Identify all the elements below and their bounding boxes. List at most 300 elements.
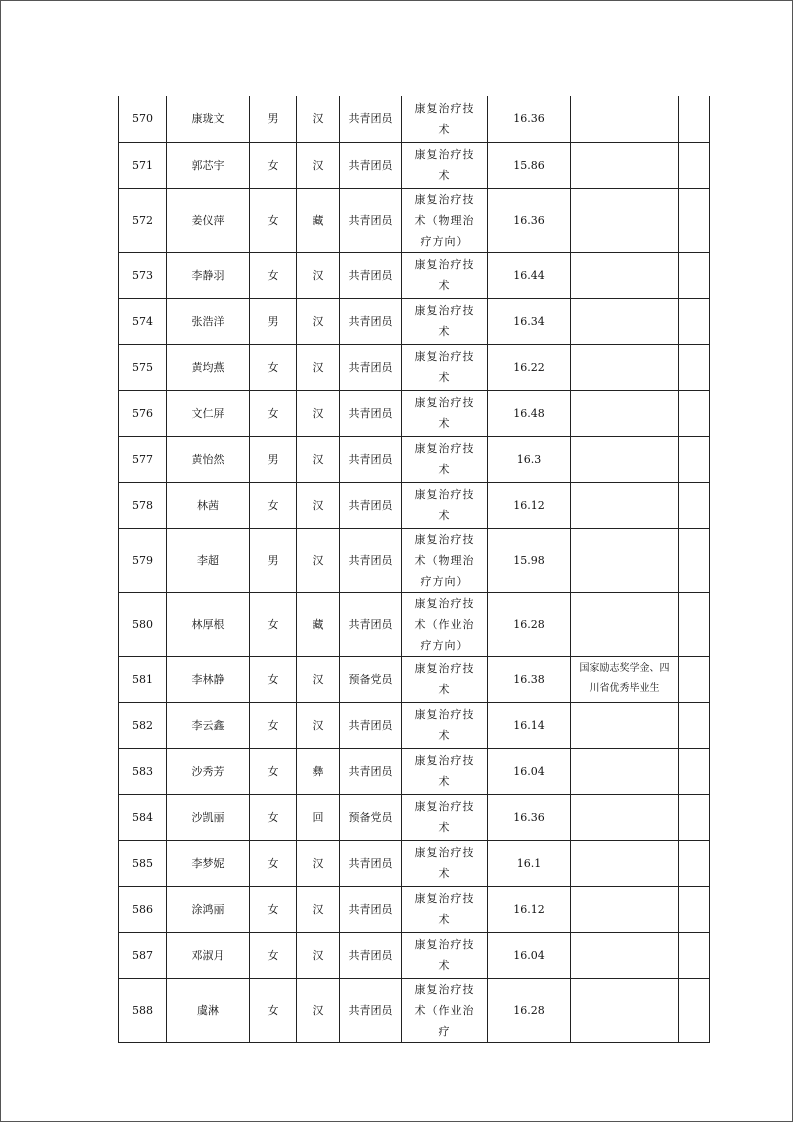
table-row <box>119 592 710 656</box>
table-row <box>119 702 710 748</box>
student-name-text: 黄均燕 <box>191 360 225 374</box>
table-row <box>119 794 710 840</box>
student-name-cell <box>167 96 250 142</box>
student-name-text: 李超 <box>197 553 219 567</box>
student-name-text: 姜仪萍 <box>191 213 225 227</box>
ethnicity-text: 汉 <box>312 553 324 567</box>
political-status-text: 共青团员 <box>348 268 393 282</box>
row-number-text: 583 <box>132 764 153 778</box>
score-cell <box>488 142 571 188</box>
gender-text: 女 <box>267 158 279 172</box>
score-text: 16.12 <box>513 498 545 512</box>
political-status-cell <box>340 436 402 482</box>
row-number-cell <box>119 482 167 528</box>
student-name-text: 郭芯宇 <box>191 158 225 172</box>
table-row <box>119 390 710 436</box>
remarks-cell <box>679 978 710 1042</box>
table-row <box>119 96 710 142</box>
remarks-cell <box>679 528 710 592</box>
political-status-cell <box>340 390 402 436</box>
honors-cell <box>571 794 679 840</box>
row-number-text: 576 <box>132 406 153 420</box>
score-text: 16.14 <box>513 718 545 732</box>
student-name-cell <box>167 794 250 840</box>
score-cell <box>488 252 571 298</box>
political-status-cell <box>340 142 402 188</box>
student-name-text: 涂鸿丽 <box>191 902 225 916</box>
ethnicity-text: 汉 <box>312 498 324 512</box>
table-row <box>119 528 710 592</box>
major-text: 康复治疗技术（物理治疗方向） <box>414 192 475 248</box>
score-text: 16.1 <box>516 856 542 870</box>
major-cell <box>402 528 488 592</box>
row-number-text: 570 <box>132 112 153 126</box>
major-text: 康复治疗技术 <box>414 754 475 788</box>
student-name-cell <box>167 252 250 298</box>
table-row <box>119 436 710 482</box>
political-status-cell <box>340 528 402 592</box>
remarks-cell <box>679 840 710 886</box>
student-name-cell <box>167 390 250 436</box>
remarks-cell <box>679 390 710 436</box>
student-name-cell <box>167 932 250 978</box>
ethnicity-text: 汉 <box>312 856 324 870</box>
gender-cell <box>250 794 297 840</box>
student-name-text: 沙凯丽 <box>191 810 225 824</box>
honors-cell <box>571 656 679 702</box>
row-number-cell <box>119 978 167 1042</box>
gender-cell <box>250 932 297 978</box>
student-name-text: 邓淑月 <box>191 948 225 962</box>
gender-text: 男 <box>267 314 279 328</box>
row-number-cell <box>119 592 167 656</box>
row-number-cell <box>119 748 167 794</box>
major-cell <box>402 344 488 390</box>
gender-cell <box>250 482 297 528</box>
remarks-cell <box>679 188 710 252</box>
row-number-cell <box>119 188 167 252</box>
table-row <box>119 932 710 978</box>
gender-cell <box>250 252 297 298</box>
student-name-text: 张浩洋 <box>191 314 225 328</box>
ethnicity-cell <box>297 482 340 528</box>
student-name-cell <box>167 528 250 592</box>
table-row <box>119 142 710 188</box>
ethnicity-cell <box>297 794 340 840</box>
score-text: 15.98 <box>513 553 545 567</box>
row-number-cell <box>119 886 167 932</box>
honors-cell <box>571 482 679 528</box>
major-text: 康复治疗技术 <box>414 148 475 182</box>
row-number-cell <box>119 252 167 298</box>
honors-cell <box>571 188 679 252</box>
score-text: 16.04 <box>513 948 545 962</box>
score-cell <box>488 886 571 932</box>
major-text: 康复治疗技术 <box>414 708 475 742</box>
major-text: 康复治疗技术（作业治疗方向） <box>414 596 475 652</box>
political-status-text: 共青团员 <box>348 213 393 227</box>
honors-cell <box>571 298 679 344</box>
gender-text: 女 <box>267 902 279 916</box>
major-text: 康复治疗技术（作业治疗 <box>414 982 475 1038</box>
honors-cell <box>571 840 679 886</box>
score-text: 16.36 <box>513 112 545 126</box>
honors-cell <box>571 592 679 656</box>
honors-cell <box>571 528 679 592</box>
major-text: 康复治疗技术 <box>414 892 475 926</box>
major-cell <box>402 932 488 978</box>
remarks-cell <box>679 886 710 932</box>
honors-cell <box>571 390 679 436</box>
major-text: 康复治疗技术 <box>414 101 475 136</box>
table-row <box>119 298 710 344</box>
gender-text: 女 <box>267 948 279 962</box>
row-number-cell <box>119 656 167 702</box>
major-text: 康复治疗技术 <box>414 938 475 972</box>
row-number-text: 574 <box>132 314 153 328</box>
ethnicity-cell <box>297 528 340 592</box>
gender-text: 女 <box>267 360 279 374</box>
score-text: 16.28 <box>513 617 545 631</box>
remarks-cell <box>679 656 710 702</box>
table-row <box>119 656 710 702</box>
score-cell <box>488 932 571 978</box>
student-name-text: 林厚根 <box>191 617 225 631</box>
student-name-cell <box>167 592 250 656</box>
political-status-cell <box>340 344 402 390</box>
political-status-text: 共青团员 <box>348 764 393 778</box>
ethnicity-text: 回 <box>312 810 324 824</box>
score-cell <box>488 390 571 436</box>
score-cell <box>488 482 571 528</box>
gender-cell <box>250 656 297 702</box>
table-row <box>119 344 710 390</box>
remarks-cell <box>679 702 710 748</box>
ethnicity-text: 藏 <box>312 213 324 227</box>
political-status-cell <box>340 748 402 794</box>
score-cell <box>488 298 571 344</box>
political-status-cell <box>340 592 402 656</box>
score-cell <box>488 794 571 840</box>
score-cell <box>488 592 571 656</box>
major-cell <box>402 298 488 344</box>
gender-cell <box>250 344 297 390</box>
political-status-cell <box>340 702 402 748</box>
ethnicity-cell <box>297 748 340 794</box>
honors-cell <box>571 142 679 188</box>
political-status-text: 共青团员 <box>348 360 393 374</box>
score-text: 16.12 <box>513 902 545 916</box>
ethnicity-text: 汉 <box>312 718 324 732</box>
gender-text: 女 <box>267 856 279 870</box>
student-name-text: 李梦妮 <box>191 856 225 870</box>
score-text: 16.36 <box>513 810 545 824</box>
gender-cell <box>250 436 297 482</box>
table-row <box>119 252 710 298</box>
political-status-text: 共青团员 <box>348 902 393 916</box>
honors-cell <box>571 252 679 298</box>
student-name-text: 林茜 <box>197 498 219 512</box>
gender-text: 女 <box>267 810 279 824</box>
student-name-cell <box>167 702 250 748</box>
political-status-text: 共青团员 <box>348 406 393 420</box>
gender-cell <box>250 886 297 932</box>
row-number-text: 580 <box>132 617 153 631</box>
row-number-text: 571 <box>132 158 153 172</box>
student-name-cell <box>167 840 250 886</box>
political-status-text: 共青团员 <box>348 553 393 567</box>
score-text: 16.22 <box>513 360 545 374</box>
ethnicity-text: 汉 <box>312 112 324 126</box>
major-text: 康复治疗技术 <box>414 488 475 522</box>
gender-text: 男 <box>267 553 279 567</box>
table-row <box>119 840 710 886</box>
remarks-cell <box>679 436 710 482</box>
table-row <box>119 748 710 794</box>
political-status-text: 预备党员 <box>348 810 393 824</box>
remarks-cell <box>679 142 710 188</box>
row-number-text: 579 <box>132 553 153 567</box>
row-number-cell <box>119 794 167 840</box>
row-number-cell <box>119 932 167 978</box>
row-number-cell <box>119 298 167 344</box>
gender-text: 女 <box>267 764 279 778</box>
ethnicity-cell <box>297 298 340 344</box>
major-cell <box>402 390 488 436</box>
ethnicity-cell <box>297 702 340 748</box>
gender-cell <box>250 188 297 252</box>
ethnicity-text: 汉 <box>312 1003 324 1017</box>
remarks-cell <box>679 252 710 298</box>
table-row <box>119 886 710 932</box>
ethnicity-cell <box>297 390 340 436</box>
score-text: 16.48 <box>513 406 545 420</box>
remarks-cell <box>679 298 710 344</box>
honors-cell <box>571 702 679 748</box>
ethnicity-text: 汉 <box>312 314 324 328</box>
political-status-cell <box>340 298 402 344</box>
student-name-cell <box>167 656 250 702</box>
remarks-cell <box>679 482 710 528</box>
student-name-cell <box>167 436 250 482</box>
table-row <box>119 482 710 528</box>
ethnicity-text: 彝 <box>312 764 324 778</box>
gender-text: 女 <box>267 213 279 227</box>
major-text: 康复治疗技术 <box>414 304 475 338</box>
score-text: 16.28 <box>513 1003 545 1017</box>
honors-cell <box>571 932 679 978</box>
ethnicity-cell <box>297 142 340 188</box>
score-text: 16.04 <box>513 764 545 778</box>
political-status-text: 共青团员 <box>348 617 393 631</box>
major-cell <box>402 656 488 702</box>
political-status-text: 共青团员 <box>348 452 393 466</box>
remarks-cell <box>679 794 710 840</box>
major-text: 康复治疗技术 <box>414 846 475 880</box>
student-records-table <box>118 96 710 1043</box>
political-status-cell <box>340 252 402 298</box>
major-text: 康复治疗技术 <box>414 396 475 430</box>
political-status-text: 共青团员 <box>348 498 393 512</box>
political-status-cell <box>340 886 402 932</box>
ethnicity-text: 汉 <box>312 452 324 466</box>
row-number-text: 588 <box>132 1003 153 1017</box>
major-text: 康复治疗技术 <box>414 350 475 384</box>
gender-text: 女 <box>267 718 279 732</box>
row-number-text: 573 <box>132 268 153 282</box>
table-row <box>119 188 710 252</box>
student-name-text: 文仁屏 <box>191 406 225 420</box>
ethnicity-text: 汉 <box>312 158 324 172</box>
row-number-text: 587 <box>132 948 153 962</box>
ethnicity-text: 汉 <box>312 268 324 282</box>
major-cell <box>402 142 488 188</box>
major-text: 康复治疗技术 <box>414 662 475 696</box>
row-number-cell <box>119 840 167 886</box>
gender-cell <box>250 702 297 748</box>
major-cell <box>402 748 488 794</box>
score-cell <box>488 528 571 592</box>
row-number-text: 575 <box>132 360 153 374</box>
ethnicity-cell <box>297 344 340 390</box>
ethnicity-cell <box>297 886 340 932</box>
political-status-text: 共青团员 <box>348 718 393 732</box>
score-cell <box>488 978 571 1042</box>
score-text: 16.36 <box>513 213 545 227</box>
ethnicity-cell <box>297 932 340 978</box>
student-name-text: 康珑文 <box>191 112 225 126</box>
student-name-cell <box>167 344 250 390</box>
table-body <box>119 96 710 1042</box>
gender-cell <box>250 528 297 592</box>
major-cell <box>402 188 488 252</box>
major-cell <box>402 702 488 748</box>
row-number-text: 572 <box>132 213 153 227</box>
political-status-cell <box>340 656 402 702</box>
ethnicity-cell <box>297 96 340 142</box>
remarks-cell <box>679 932 710 978</box>
student-name-text: 黄怡然 <box>191 452 225 466</box>
gender-cell <box>250 96 297 142</box>
student-name-text: 李林静 <box>191 672 225 686</box>
score-cell <box>488 702 571 748</box>
political-status-text: 共青团员 <box>348 112 393 126</box>
score-cell <box>488 656 571 702</box>
row-number-text: 581 <box>132 672 153 686</box>
row-number-text: 582 <box>132 718 153 732</box>
gender-text: 女 <box>267 617 279 631</box>
score-cell <box>488 344 571 390</box>
ethnicity-cell <box>297 978 340 1042</box>
major-cell <box>402 978 488 1042</box>
political-status-cell <box>340 932 402 978</box>
honors-text: 国家励志奖学金、四川省优秀毕业生 <box>579 663 670 694</box>
gender-text: 女 <box>267 498 279 512</box>
political-status-text: 共青团员 <box>348 1003 393 1017</box>
score-cell <box>488 748 571 794</box>
score-text: 16.44 <box>513 268 545 282</box>
ethnicity-cell <box>297 436 340 482</box>
major-cell <box>402 252 488 298</box>
ethnicity-cell <box>297 188 340 252</box>
major-cell <box>402 96 488 142</box>
political-status-cell <box>340 978 402 1042</box>
ethnicity-text: 汉 <box>312 360 324 374</box>
row-number-text: 584 <box>132 810 153 824</box>
row-number-cell <box>119 142 167 188</box>
row-number-cell <box>119 436 167 482</box>
honors-cell <box>571 344 679 390</box>
political-status-cell <box>340 96 402 142</box>
row-number-cell <box>119 390 167 436</box>
ethnicity-text: 汉 <box>312 902 324 916</box>
honors-cell <box>571 886 679 932</box>
row-number-text: 577 <box>132 452 153 466</box>
remarks-cell <box>679 96 710 142</box>
gender-cell <box>250 298 297 344</box>
major-cell <box>402 794 488 840</box>
student-name-text: 沙秀芳 <box>191 764 225 778</box>
table-row <box>119 978 710 1042</box>
gender-text: 女 <box>267 406 279 420</box>
remarks-cell <box>679 748 710 794</box>
student-name-text: 李静羽 <box>191 268 225 282</box>
score-cell <box>488 188 571 252</box>
gender-cell <box>250 592 297 656</box>
remarks-cell <box>679 344 710 390</box>
major-text: 康复治疗技术（物理治疗方向） <box>414 532 475 588</box>
row-number-cell <box>119 96 167 142</box>
ethnicity-cell <box>297 252 340 298</box>
political-status-text: 共青团员 <box>348 856 393 870</box>
ethnicity-text: 汉 <box>312 406 324 420</box>
gender-text: 女 <box>267 268 279 282</box>
score-cell <box>488 840 571 886</box>
major-cell <box>402 482 488 528</box>
ethnicity-text: 藏 <box>312 617 324 631</box>
gender-cell <box>250 748 297 794</box>
honors-cell <box>571 436 679 482</box>
major-cell <box>402 592 488 656</box>
student-name-cell <box>167 748 250 794</box>
row-number-text: 578 <box>132 498 153 512</box>
political-status-cell <box>340 482 402 528</box>
remarks-cell <box>679 592 710 656</box>
political-status-cell <box>340 840 402 886</box>
major-cell <box>402 840 488 886</box>
score-text: 16.3 <box>516 452 542 466</box>
gender-cell <box>250 390 297 436</box>
major-text: 康复治疗技术 <box>414 258 475 292</box>
student-name-cell <box>167 142 250 188</box>
student-name-text: 虞淋 <box>197 1003 219 1017</box>
major-text: 康复治疗技术 <box>414 442 475 476</box>
score-cell <box>488 436 571 482</box>
student-name-cell <box>167 188 250 252</box>
student-name-cell <box>167 978 250 1042</box>
major-cell <box>402 886 488 932</box>
student-name-cell <box>167 886 250 932</box>
ethnicity-cell <box>297 840 340 886</box>
political-status-text: 共青团员 <box>348 314 393 328</box>
gender-cell <box>250 978 297 1042</box>
major-text: 康复治疗技术 <box>414 800 475 834</box>
ethnicity-text: 汉 <box>312 672 324 686</box>
row-number-text: 586 <box>132 902 153 916</box>
ethnicity-text: 汉 <box>312 948 324 962</box>
row-number-text: 585 <box>132 856 153 870</box>
gender-cell <box>250 840 297 886</box>
